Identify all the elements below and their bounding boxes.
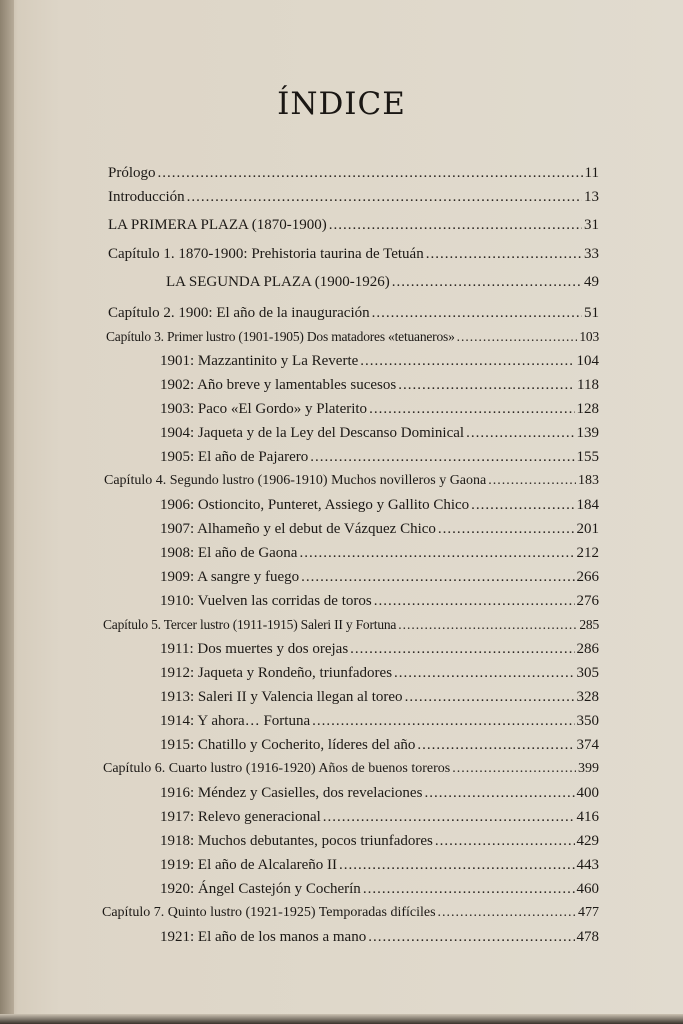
toc-entry-page: 374 bbox=[576, 737, 599, 753]
toc-entry-page: 201 bbox=[576, 521, 599, 537]
toc-entry bbox=[160, 709, 599, 733]
toc-entry-label: Introducción bbox=[108, 189, 185, 205]
toc-entry-page: 443 bbox=[576, 857, 599, 873]
toc-leader-dots bbox=[312, 709, 574, 733]
toc-entry-label: 1909: A sangre y fuego bbox=[160, 569, 300, 585]
toc-leader-dots bbox=[394, 661, 574, 685]
toc-entry bbox=[160, 829, 599, 853]
toc-entry-page: 33 bbox=[584, 246, 599, 262]
toc-entry-label: 1914: Y ahora… Fortuna bbox=[160, 713, 311, 729]
toc-entry bbox=[102, 901, 599, 925]
toc-entry-page: 350 bbox=[576, 713, 599, 729]
toc-entry-label: 1904: Jaqueta y de la Ley del Descanso Dominical bbox=[160, 425, 465, 441]
toc-entry-label: 1921: El año de los manos a mano bbox=[160, 929, 367, 945]
toc-entry-page: 11 bbox=[584, 165, 599, 181]
toc-entry-label: 1920: Ángel Castejón y Cocherín bbox=[160, 881, 361, 897]
toc-entry-label: 1915: Chatillo y Cocherito, líderes del año bbox=[160, 737, 416, 753]
toc-entry-label: 1906: Ostioncito, Punteret, Assiego y Gallito Chico bbox=[160, 497, 470, 513]
toc-entry-page: 49 bbox=[584, 274, 599, 290]
toc-leader-dots bbox=[471, 493, 574, 517]
toc-entry bbox=[160, 397, 599, 421]
toc-leader-dots bbox=[374, 589, 575, 613]
toc-entry-label: 1901: Mazzantinito y La Reverte bbox=[160, 353, 359, 369]
toc-leader-dots bbox=[363, 877, 575, 901]
toc-entry bbox=[103, 613, 599, 637]
toc-entry-label: Prólogo bbox=[108, 165, 156, 181]
toc-entry bbox=[160, 541, 599, 565]
toc-entry-label: Capítulo 3. Primer lustro (1901-1905) Dos matadores «tetuaneros» bbox=[106, 329, 455, 344]
toc-leader-dots bbox=[301, 565, 574, 589]
toc-entry bbox=[108, 185, 599, 209]
toc-entry bbox=[160, 493, 599, 517]
toc-entry-page: 139 bbox=[576, 425, 599, 441]
toc-entry-label: 1917: Relevo generacional bbox=[160, 809, 321, 825]
toc-entry-page: 399 bbox=[578, 761, 599, 776]
toc-entry-page: 183 bbox=[578, 473, 599, 488]
toc-leader-dots bbox=[435, 829, 575, 853]
toc-entry-label: 1903: Paco «El Gordo» y Platerito bbox=[160, 401, 368, 417]
toc-entry-page: 400 bbox=[576, 785, 599, 801]
toc-entry-page: 276 bbox=[576, 593, 599, 609]
toc-entry bbox=[108, 301, 599, 325]
page-title: ÍNDICE bbox=[277, 86, 406, 122]
toc-entry-page: 266 bbox=[576, 569, 599, 585]
toc-leader-dots bbox=[457, 325, 578, 349]
toc-leader-dots bbox=[372, 301, 582, 325]
toc-entry bbox=[103, 757, 599, 781]
toc-entry-label: 1911: Dos muertes y dos orejas bbox=[160, 641, 349, 657]
toc-entry-label: Capítulo 4. Segundo lustro (1906-1910) Muchos novilleros y Gaona bbox=[104, 473, 487, 488]
toc-entry bbox=[160, 805, 599, 829]
toc-entry-label: 1910: Vuelven las corridas de toros bbox=[160, 593, 372, 609]
toc-entry-label: Capítulo 1. 1870-1900: Prehistoria taurina de Tetuán bbox=[108, 246, 424, 262]
toc-entry bbox=[160, 565, 599, 589]
toc-entry bbox=[160, 373, 599, 397]
toc-entry-page: 212 bbox=[576, 545, 599, 561]
toc-entry-label: 1916: Méndez y Casielles, dos revelaciones bbox=[160, 785, 423, 801]
toc-leader-dots bbox=[452, 757, 576, 781]
toc-entry bbox=[160, 349, 599, 373]
toc-entry-label: Capítulo 2. 1900: El año de la inauguración bbox=[108, 305, 370, 321]
toc-leader-dots bbox=[158, 161, 583, 185]
toc-entry bbox=[160, 517, 599, 541]
toc-leader-dots bbox=[438, 901, 576, 925]
toc-entry bbox=[160, 733, 599, 757]
toc-entry-page: 285 bbox=[579, 617, 599, 632]
toc-leader-dots bbox=[488, 469, 576, 493]
toc-entry bbox=[104, 469, 599, 493]
toc-entry-page: 305 bbox=[576, 665, 599, 681]
toc-leader-dots bbox=[426, 242, 582, 266]
toc-leader-dots bbox=[187, 185, 582, 209]
toc-entry-page: 328 bbox=[576, 689, 599, 705]
toc-entry-label: 1905: El año de Pajarero bbox=[160, 449, 309, 465]
toc-entry-label: 1913: Saleri II y Valencia llegan al toreo bbox=[160, 689, 403, 705]
toc-leader-dots bbox=[339, 853, 574, 877]
toc-entry bbox=[160, 781, 599, 805]
toc-entry-page: 103 bbox=[579, 329, 599, 344]
toc-entry bbox=[160, 925, 599, 949]
toc-entry-label: Capítulo 6. Cuarto lustro (1916-1920) Años de buenos toreros bbox=[103, 761, 451, 776]
toc-entry-page: 477 bbox=[578, 905, 599, 920]
toc-entry-page: 128 bbox=[576, 401, 599, 417]
toc-leader-dots bbox=[466, 421, 574, 445]
toc-entry bbox=[166, 270, 599, 294]
toc-entry-label: Capítulo 7. Quinto lustro (1921-1925) Temporadas difíciles bbox=[102, 905, 436, 920]
toc-entry-label: 1912: Jaqueta y Rondeño, triunfadores bbox=[160, 665, 393, 681]
toc-entry-page: 51 bbox=[584, 305, 599, 321]
toc-leader-dots bbox=[438, 517, 575, 541]
toc-entry-page: 155 bbox=[576, 449, 599, 465]
toc-entry-page: 31 bbox=[584, 217, 599, 233]
toc-entry bbox=[106, 325, 599, 349]
toc-entry-page: 478 bbox=[576, 929, 599, 945]
toc-leader-dots bbox=[329, 213, 582, 237]
toc-entry bbox=[160, 445, 599, 469]
toc-leader-dots bbox=[405, 685, 575, 709]
toc-entry-label: 1902: Año breve y lamentables sucesos bbox=[160, 377, 397, 393]
toc-entry-page: 429 bbox=[576, 833, 599, 849]
page-bottom-edge bbox=[0, 1014, 683, 1024]
toc-leader-dots bbox=[323, 805, 575, 829]
toc-entry-page: 184 bbox=[576, 497, 599, 513]
toc-leader-dots bbox=[350, 637, 574, 661]
toc-entry-page: 286 bbox=[576, 641, 599, 657]
toc-leader-dots bbox=[299, 541, 574, 565]
toc-entry-page: 118 bbox=[577, 377, 599, 393]
toc-entry-page: 13 bbox=[584, 189, 599, 205]
toc-entry-label: 1918: Muchos debutantes, pocos triunfadores bbox=[160, 833, 433, 849]
toc-entry bbox=[108, 242, 599, 266]
toc-entry-label: 1919: El año de Alcalareño II bbox=[160, 857, 338, 873]
toc-entry-label: 1907: Alhameño y el debut de Vázquez Chico bbox=[160, 521, 436, 537]
toc-entry bbox=[160, 589, 599, 613]
toc-leader-dots bbox=[392, 270, 582, 294]
toc-leader-dots bbox=[424, 781, 574, 805]
toc-leader-dots bbox=[417, 733, 574, 757]
toc-entry bbox=[160, 637, 599, 661]
toc-entry-page: 416 bbox=[576, 809, 599, 825]
toc-leader-dots bbox=[310, 445, 574, 469]
toc-leader-dots bbox=[398, 613, 577, 637]
toc-entry-label: LA PRIMERA PLAZA (1870-1900) bbox=[108, 217, 327, 233]
toc-entry-label: 1908: El año de Gaona bbox=[160, 545, 298, 561]
toc-leader-dots bbox=[398, 373, 575, 397]
toc-leader-dots bbox=[360, 349, 574, 373]
toc-entry bbox=[160, 877, 599, 901]
toc-entry bbox=[108, 213, 599, 237]
toc-leader-dots bbox=[369, 397, 574, 421]
toc-leader-dots bbox=[368, 925, 574, 949]
toc-entry-page: 104 bbox=[576, 353, 599, 369]
toc-entry bbox=[160, 685, 599, 709]
toc-entry bbox=[160, 853, 599, 877]
toc-entry-label: LA SEGUNDA PLAZA (1900-1926) bbox=[166, 274, 390, 290]
toc-entry-page: 460 bbox=[576, 881, 599, 897]
toc-entry bbox=[108, 161, 599, 185]
toc-entry-label: Capítulo 5. Tercer lustro (1911-1915) Saleri II y Fortuna bbox=[103, 617, 397, 632]
toc-entry bbox=[160, 421, 599, 445]
toc-entry bbox=[160, 661, 599, 685]
